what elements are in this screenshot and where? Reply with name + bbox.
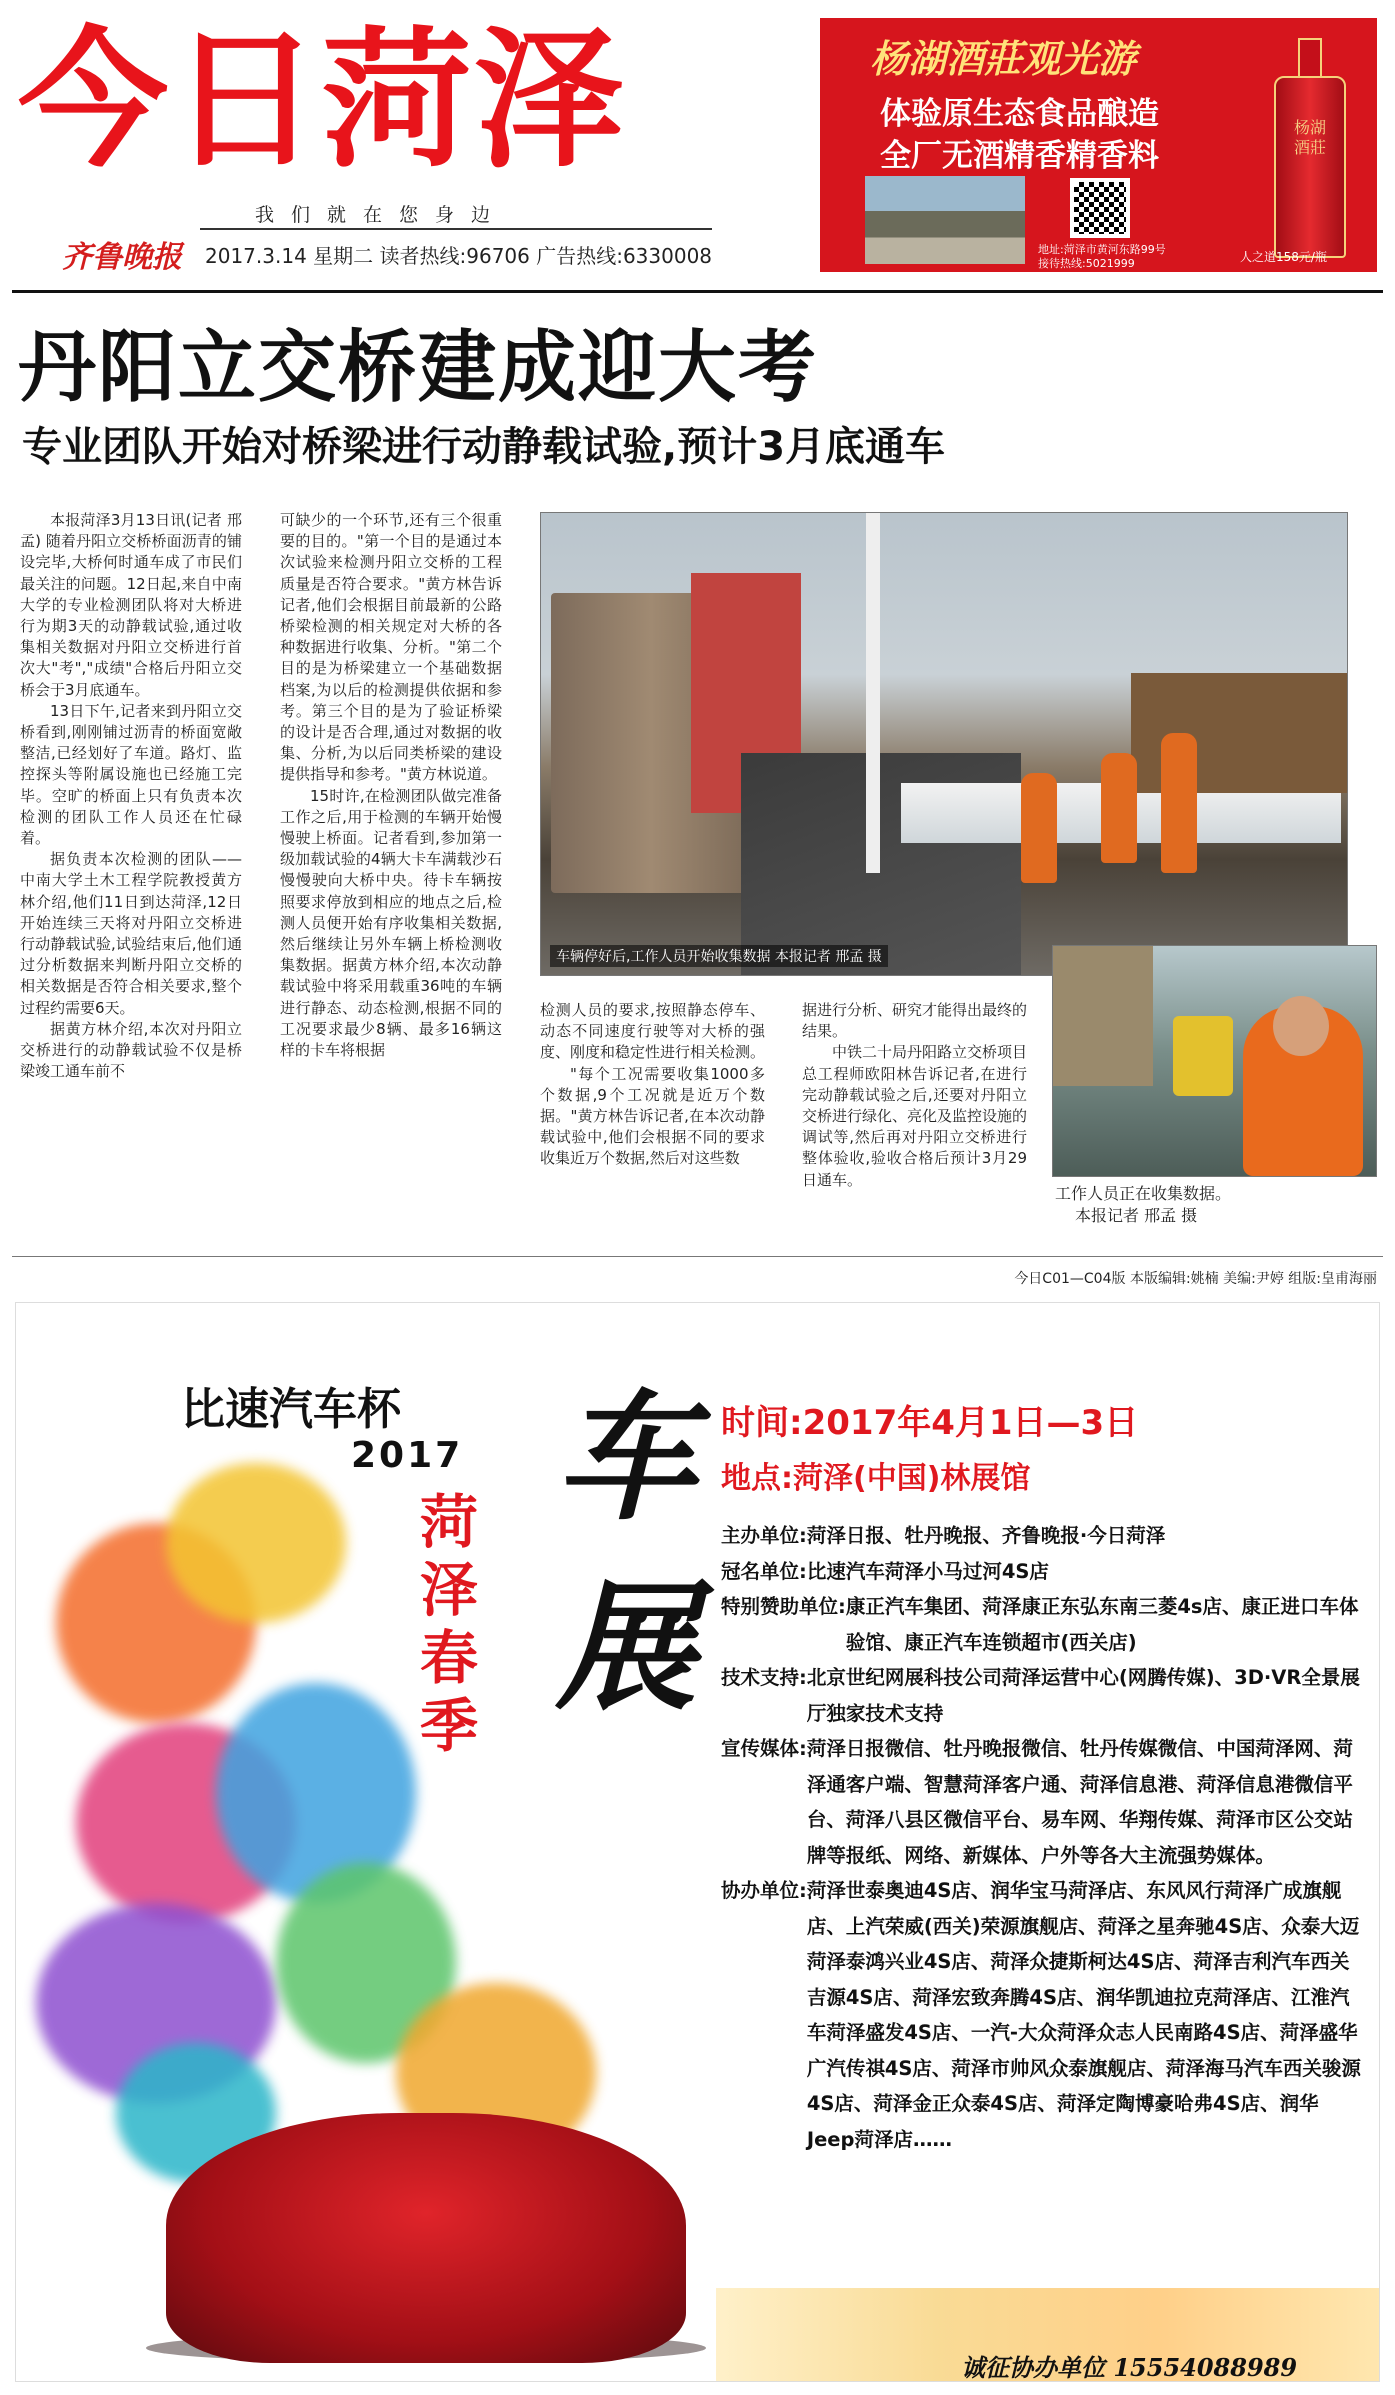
- ad-top-winery-photo: [865, 176, 1025, 264]
- ad-top-liquor[interactable]: [820, 18, 1377, 272]
- liquor-bottle-image: [1260, 38, 1360, 268]
- paragraph: 检测人员的要求,按照静态停车、动态不同速度行驶等对大桥的强度、刚度和稳定性进行相关检测。: [540, 1001, 766, 1062]
- bridge-test-photo: [540, 512, 1348, 976]
- ad-organizer-list: [721, 1518, 1361, 2157]
- list-item: 特别赞助单位: 康正汽车集团、菏泽康正东弘东南三菱4s店、康正进口车体验馆、康正汽车连锁超市(西关店): [721, 1595, 1359, 1654]
- ad-top-line2: 全厂无酒精香精香料: [880, 138, 1159, 174]
- list-item: 技术支持: 北京世纪网展科技公司菏泽运营中心(网腾传媒)、3D·VR全景展厅独家技术支持: [721, 1666, 1360, 1725]
- paragraph: 据负责本次检测的团队——中南大学土木工程学院教授黄方林介绍,他们11日到达菏泽,12日开始连续三天将对丹阳立交桥进行动静载试验,试验结束后,他们通过分析数据来判断丹阳立交桥的相关数据是否符合相关要求,整个过程约需要6天。: [20, 850, 242, 1017]
- paragraph: 15时许,在检测团队做完准备工作之后,用于检测的车辆开始慢慢驶上桥面。记者看到,参加第一级加载试验的4辆大卡车满载沙石慢慢驶向大桥中央。待卡车辆按照要求停放到相应的地点之后,检测人员便开始有序收集相关数据,然后继续让另外车辆上桥检测收集数据。据黄方林介绍,本次动静载试验中将采用载重36吨的车辆进行静态、动态检测,根据不同的工况要求最少8辆、最多16辆这样的卡车将根据: [280, 786, 502, 1060]
- article-subhead: 专业团队开始对桥梁进行动静载试验,预计3月底通车: [22, 424, 946, 470]
- article-headline: 丹阳立交桥建成迎大考: [18, 323, 819, 413]
- ad-contact: 诚征协办单位 15554088989: [961, 2353, 1298, 2382]
- ad-place: 地点:菏泽(中国)林展馆: [721, 1461, 1031, 1496]
- ad-car-show[interactable]: [15, 1302, 1380, 2382]
- list-item: 冠名单位: 比速汽车菏泽小马过河4S店: [721, 1559, 1049, 1583]
- photo-small-caption: 工作人员正在收集数据。 本报记者 邢孟 摄: [1055, 1184, 1232, 1225]
- ad-top-address: 地址:菏泽市黄河东路99号 接待热线:5021999: [1038, 243, 1166, 270]
- masthead-divider: [200, 228, 712, 230]
- paragraph: 本报菏泽3月13日讯(记者 邢孟) 随着丹阳立交桥桥面沥青的铺设完毕,大桥何时通车成了市民们最关注的问题。12日起,来自中南大学的专业检测团队将对大桥进行为期3天的动静载试验,通过收集相关数据对丹阳立交桥进行首次大"考","成绩"合格后丹阳立交桥会于3月底通车。: [20, 511, 242, 699]
- ad-top-price: 人之道158元/瓶: [1240, 250, 1327, 264]
- ad-season: 菏泽春季: [419, 1488, 478, 1760]
- paragraph: 可缺少的一个环节,还有三个很重要的目的。"第一个目的是通过本次试验来检测丹阳立交桥的工程质量是否符合要求。"黄方林告诉记者,他们会根据目前最新的公路桥梁检测的相关规定对大桥的各种数据进行收集、分析。"第二个目的是为桥梁建立一个基础数据档案,为以后的检测提供依据和参考。第三个目的是为了验证桥梁的设计是否合理,通过对数据的收集、分析,为以后同类桥梁的建设提供指导和参考。"黄方林说道。: [280, 511, 502, 784]
- list-item: 协办单位: 菏泽世泰奥迪4S店、润华宝马菏泽店、东风风行菏泽广成旗舰店、上汽荣威(西关)荣源旗舰店、菏泽之星奔驰4S店、众泰大迈菏泽泰鸿兴业4S店、菏泽众捷斯柯达4S店、菏泽吉利汽车西关吉源4S店、菏泽宏致奔腾4S店、润华凯迪拉克菏泽店、江淮汽车菏泽盛发4S店、一汽-大众菏泽众志人民南路4S店、菏泽盛华广汽传祺4S店、菏泽市帅风众泰旗舰店、菏泽海马汽车西关骏源4S店、菏泽金正众泰4S店、菏泽定陶博豪哈弗4S店、润华Jeep菏泽店……: [721, 1879, 1361, 2151]
- ad-top-title: 杨湖酒莊观光游: [870, 36, 1137, 81]
- article-column-3: [540, 1000, 765, 1170]
- article-column-1: [20, 510, 242, 1082]
- paragraph: 据黄方林介绍,本次对丹阳立交桥进行的动静载试验不仅是桥梁竣工通车前不: [20, 1019, 242, 1081]
- ad-brand: 比速汽车杯: [181, 1384, 401, 1435]
- article-column-2: [280, 510, 502, 1061]
- ad-time: 时间:2017年4月1日—3日: [721, 1403, 1139, 1443]
- worker-instrument-photo: [1052, 945, 1377, 1177]
- paragraph: 中铁二十局丹阳路立交桥项目总工程师欧阳林告诉记者,在进行完动静载试验之后,还要对丹阳立交桥进行绿化、亮化及监控设施的调试等,然后再对丹阳立交桥进行整体验收,验收合格后预计3月29日通车。: [802, 1043, 1028, 1189]
- partner-logo: 齐鲁晚报: [62, 240, 182, 275]
- bottle-label: 杨湖酒莊: [1293, 118, 1326, 157]
- list-item: 主办单位: 菏泽日报、牡丹晚报、齐鲁晚报·今日菏泽: [721, 1524, 1166, 1547]
- photo-caption: 车辆停好后,工作人员开始收集数据 本报记者 邢孟 摄: [550, 945, 888, 967]
- ad-year: 2017: [351, 1435, 464, 1476]
- masthead-slogan: 我们就在您身边: [255, 204, 508, 226]
- qr-code-icon: [1070, 178, 1130, 238]
- ad-top-line1: 体验原生态食品酿造: [880, 96, 1159, 132]
- page-credits: 今日C01—C04版 本版编辑:姚楠 美编:尹婷 组版:皇甫海丽: [1014, 1271, 1377, 1287]
- paragraph: "每个工况需要收集1000多个数据,9个工况就是近万个数据。"黄方林告诉记者,在本次动静载试验中,他们会根据不同的要求收集近万个数据,然后对这些数: [540, 1064, 765, 1168]
- paragraph: 13日下午,记者来到丹阳立交桥看到,刚刚铺过沥青的桥面宽敞整洁,已经划好了车道。路灯、监控探头等附属设施也已经施工完毕。空旷的桥面上只有负责本次检测的团队工作人员还在忙碌着。: [20, 701, 242, 848]
- header-rule: [12, 290, 1383, 293]
- dateline: 2017.3.14 星期二 读者热线:96706 广告热线:6330008: [205, 244, 713, 268]
- paragraph: 据进行分析、研究才能得出最终的结果。: [802, 1001, 1028, 1041]
- masthead-logo: 今日菏泽: [18, 14, 627, 188]
- article-column-4: [802, 1000, 1027, 1191]
- covered-car-image: [166, 2113, 686, 2363]
- list-item: 宣传媒体: 菏泽日报微信、牡丹晚报微信、牡丹传媒微信、中国菏泽网、菏泽通客户端、智慧菏泽客户通、菏泽信息港、菏泽信息港微信平台、菏泽八县区微信平台、易车网、华翔传媒、菏泽市区公交站牌等报纸、网络、新媒体、户外等各大主流强势媒体。: [721, 1737, 1353, 1867]
- footer-rule: [12, 1256, 1383, 1257]
- ad-title: 车展: [555, 1376, 696, 1730]
